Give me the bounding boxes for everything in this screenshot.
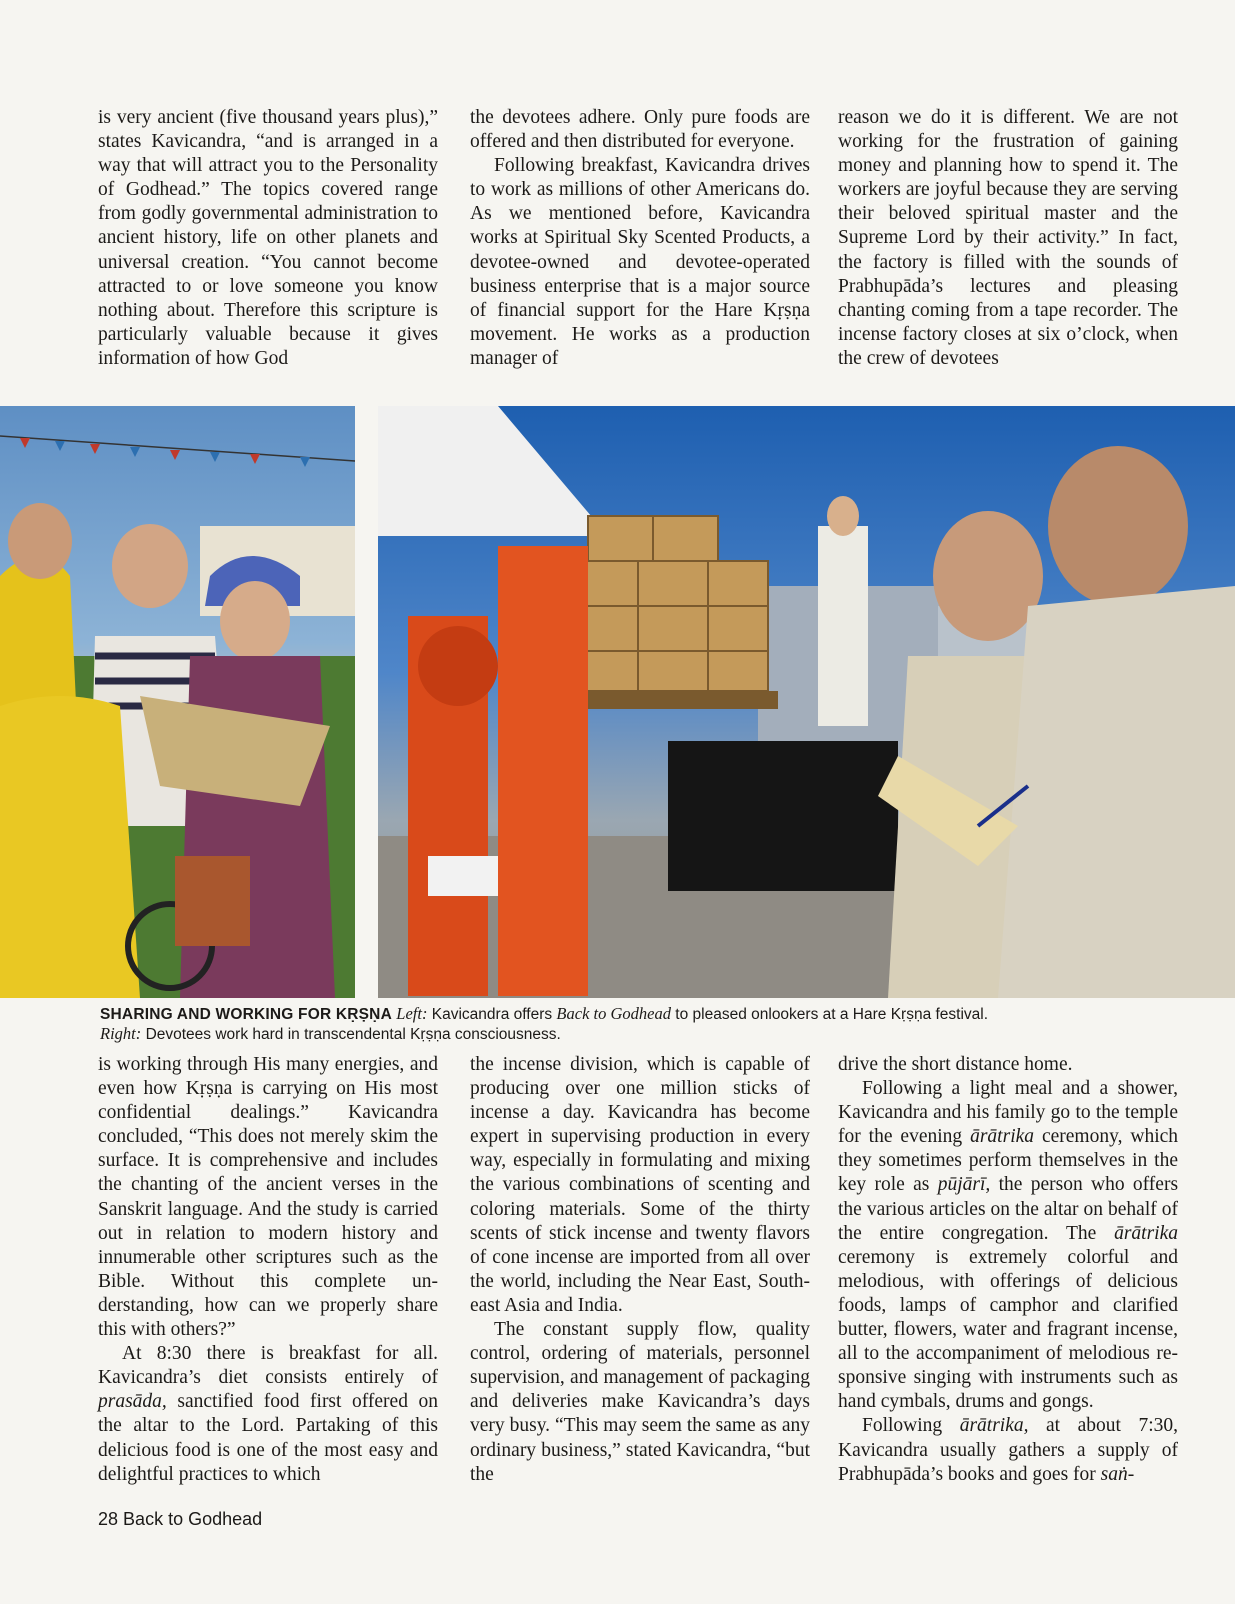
sanskrit-term: ārātrika, (959, 1415, 1029, 1437)
paragraph: is working through His many energies, and even how Kṛṣṇa is carrying on His most confidential dealings.” Kavicandra concluded, “This does not merely skim the surface. It is comprehensive and includes the chanting of the ancient verses in the Sanskrit language. And the study is carried out in relation to modern history and innumerable other scriptures such as the Bible. Without this complete understanding, how can we properly share this with others?” (98, 1054, 438, 1341)
top-column-3 (838, 106, 1178, 371)
text-run: sanctified food first offered on the altar to the Lord. Partaking of this delicious food is one of the most easy and delightful practices to which (98, 1391, 438, 1485)
caption-magazine-title: Back to Godhead (556, 1004, 671, 1023)
text-run: Following a light meal and a shower, Kavicandra and his family go to the temple for the evening (838, 1078, 1178, 1148)
photo-caption (100, 1004, 1180, 1044)
paragraph (838, 1077, 1178, 1414)
bottom-column-1 (98, 1053, 438, 1487)
top-column-2 (470, 106, 810, 371)
caption-heading: SHARING AND WORKING FOR KṚṢṆA (100, 1006, 392, 1023)
sanskrit-term: ārātrika (970, 1126, 1035, 1148)
paragraph: the incense division, which is capable of producing over one million sticks of incense a day. Kavicandra has become expert in supervising production in every way, especially in formulating and mixing the various combinations of scenting and coloring materials. Some of the thirty scents of stick incense and twenty flavors of cone incense are imported from all over the world, including the Near East, Southeast Asia and India. (470, 1054, 810, 1316)
factory-illustration (378, 406, 1235, 998)
caption-text: to pleased onlookers at a Hare Kṛṣṇa festival. (675, 1006, 989, 1023)
sanskrit-term: pūjārī, (937, 1174, 991, 1196)
text-run: ceremony is extremely colorful and melodious, with offerings of delicious foods, lamps of camphor and clarified butter, flowers, water and fragrant incense, all to the accompaniment of melodious responsive singing with instruments such as hand cymbals, drums and gongs. (838, 1246, 1178, 1413)
bottom-column-3 (838, 1053, 1178, 1487)
paragraph: the devotees adhere. Only pure foods are offered and then distributed for everyone. (470, 107, 810, 153)
sanskrit-term: ārātrika (1114, 1222, 1178, 1244)
caption-text: Kavicandra offers (431, 1006, 553, 1023)
factory-photo (378, 406, 1235, 998)
bottom-column-2 (470, 1053, 810, 1487)
page-number: 28 (98, 1509, 119, 1529)
paragraph: drive the short distance home. (838, 1054, 1073, 1075)
caption-right-label: Right: (100, 1024, 142, 1043)
caption-left-label: Left: (396, 1004, 428, 1023)
page-footer (98, 1509, 262, 1530)
top-column-1 (98, 106, 438, 371)
paragraph: Following breakfast, Kavicandra drives to work as millions of other Americans do. As we mentioned before, Kavicandra works at Spiritual Sky Scented Products, a devotee-owned and devotee-operated business enterprise that is a major source of financial support for the Hare Kṛṣṇa movement. He works as a production manager of (470, 155, 810, 369)
caption-text: Devotees work hard in transcendental Kṛṣṇa consciousness. (145, 1026, 561, 1043)
paragraph: reason we do it is different. We are not working for the frustration of gaining money and planning how to spend it. The workers are joyful because they are serving their beloved spiritual master and the Supreme Lord by their activity.” In fact, the factory is filled with the sounds of Prabhupāda’s lectures and pleasing chanting coming from a tape recorder. The incense factory closes at six o’clock, when the crew of devotees (838, 107, 1178, 369)
festival-illustration (0, 406, 355, 998)
text-run: the person who offers the various articles on the altar on behalf of the entire congregation. The (838, 1174, 1179, 1244)
text-run: Following (862, 1415, 943, 1437)
sanskrit-term: saṅ- (1100, 1463, 1135, 1485)
paragraph: is very ancient (five thousand years plus),” states Kavicandra, “and is arranged in a way that will attract you to the Personality of Godhead.” The topics covered range from godly governmental administration to ancient history, life on other planets and universal creation. “You cannot become attracted to or love someone you know nothing about. Therefore this scripture is particularly valuable because it gives information of how God (98, 107, 438, 369)
text-run: at about 7:30, Kavicandra usually gathers a supply of Prabhupāda’s books and goes for (838, 1415, 1178, 1485)
text-run: ceremony, which they sometimes perform themselves in the key role as (838, 1126, 1179, 1196)
paragraph (838, 1414, 1178, 1486)
magazine-name: Back to Godhead (123, 1509, 263, 1529)
paragraph (98, 1342, 438, 1487)
text-run: At 8:30 there is breakfast for all. Kavicandra’s diet consists entirely of (98, 1343, 438, 1389)
festival-photo (0, 406, 355, 998)
sanskrit-term: prasāda, (98, 1391, 167, 1413)
paragraph: The constant supply flow, quality control, ordering of materials, personnel supervision, and management of packaging and deliveries make Kavicandra’s days very busy. “This may seem the same as any ordinary business,” stated Kavicandra, “but the (470, 1319, 810, 1485)
